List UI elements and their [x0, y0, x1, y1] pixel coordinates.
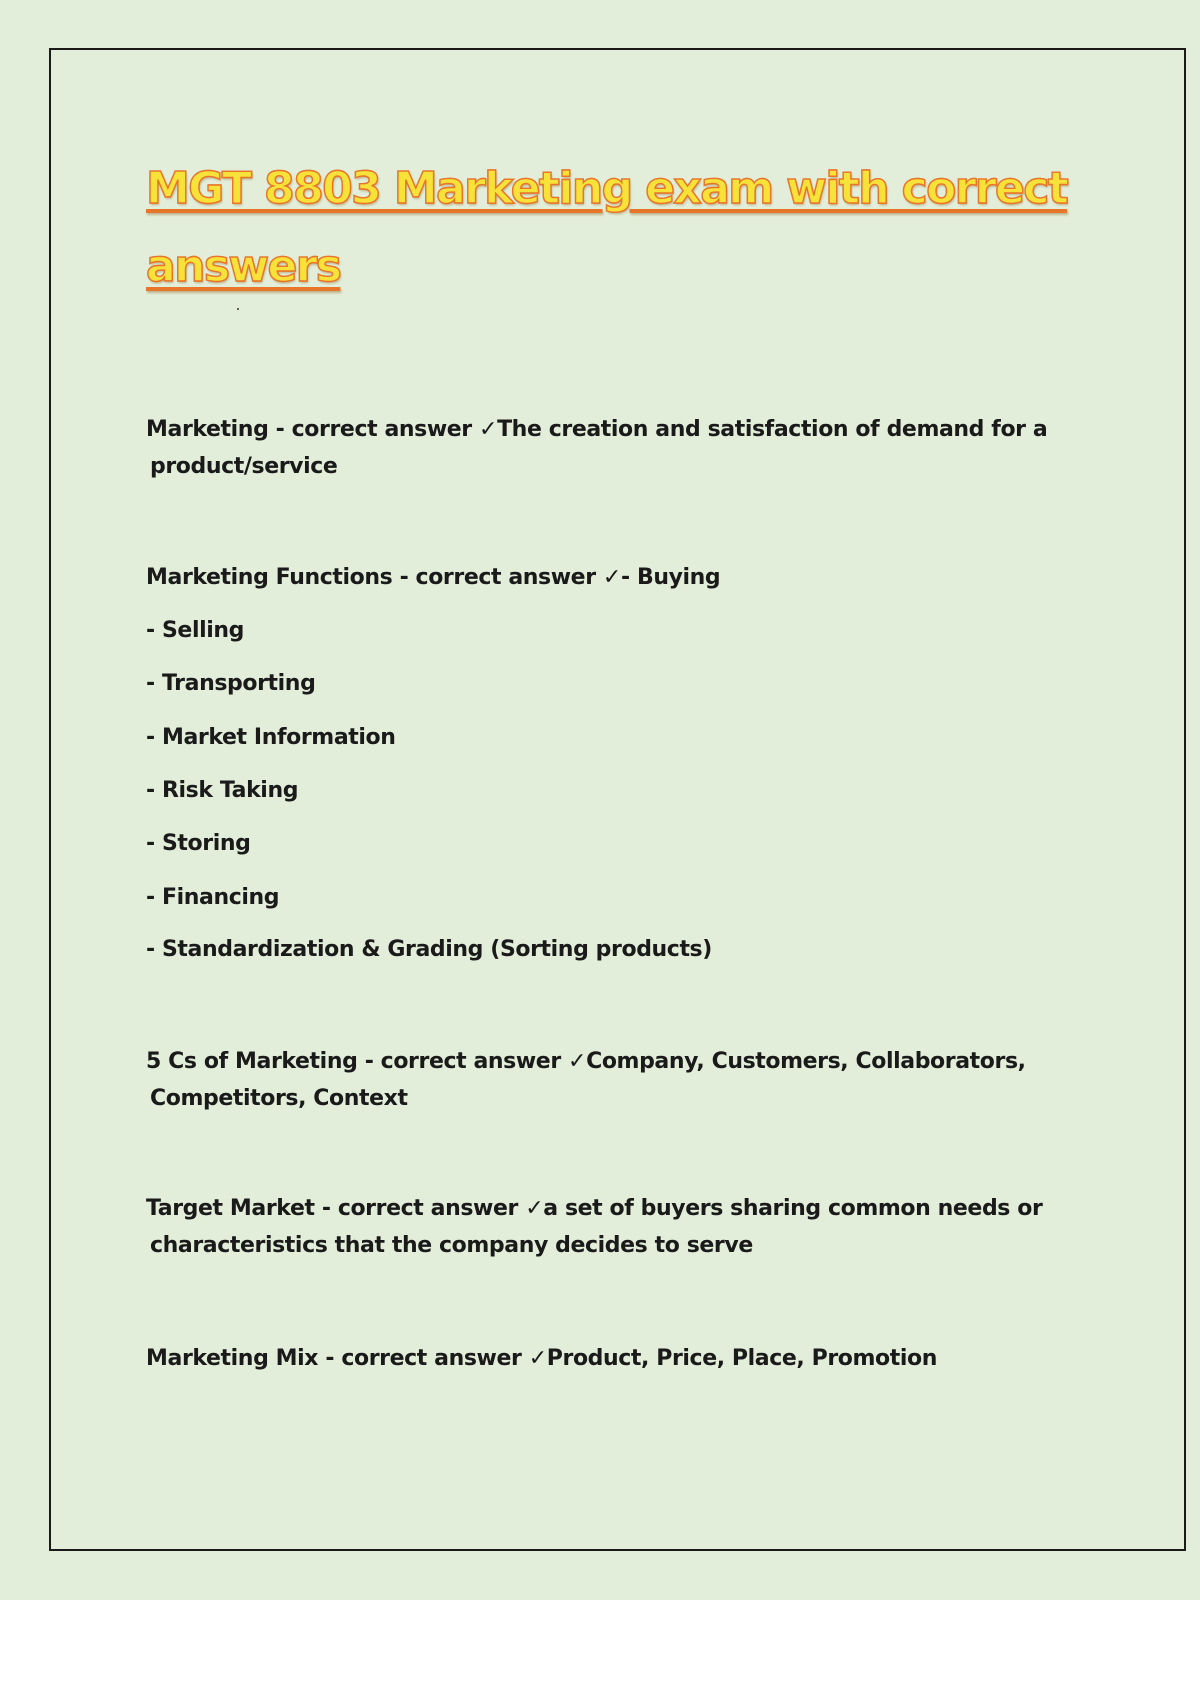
entry-term: Marketing Mix [146, 1346, 319, 1371]
document-title: MGT 8803 Marketing exam with correct answers [146, 163, 1068, 292]
entry-answer-continued: Competitors, Context [150, 1086, 408, 1111]
entry-answer: - Buying [620, 565, 721, 590]
qa-entry-5-cs [146, 1043, 1066, 1117]
entry-answer: The creation and satisfaction of demand for a [497, 417, 1048, 442]
entry-answer: Company, Customers, Collaborators, [586, 1049, 1026, 1074]
entry-term: Marketing Functions [146, 565, 393, 590]
entry-answer: a set of buyers sharing common needs or [543, 1196, 1043, 1221]
qa-entry-marketing-functions [146, 559, 1066, 596]
entry-answer: Product, Price, Place, Promotion [546, 1346, 937, 1371]
checkmark-icon: ✓ [525, 1196, 544, 1221]
entry-term: Marketing [146, 417, 269, 442]
qa-entry-marketing-mix [146, 1340, 1066, 1377]
list-item: - Standardization & Grading (Sorting products) [146, 937, 712, 962]
checkmark-icon: ✓ [479, 417, 498, 442]
list-item: - Transporting [146, 671, 316, 696]
entry-separator: - correct answer [318, 1346, 529, 1371]
entry-separator: - correct answer [268, 417, 480, 442]
list-item: - Storing [146, 831, 251, 856]
entry-separator: - correct answer [392, 565, 603, 590]
stray-dot [237, 308, 239, 310]
entry-separator: - correct answer [357, 1049, 569, 1074]
list-item: - Selling [146, 618, 244, 643]
qa-entry-target-market [146, 1190, 1066, 1264]
list-item: - Risk Taking [146, 778, 299, 803]
list-item: - Market Information [146, 725, 396, 750]
entry-term: 5 Cs of Marketing [146, 1049, 358, 1074]
checkmark-icon: ✓ [528, 1346, 547, 1371]
checkmark-icon: ✓ [568, 1049, 587, 1074]
entry-term: Target Market [146, 1196, 315, 1221]
entry-separator: - correct answer [314, 1196, 526, 1221]
list-item: - Financing [146, 885, 280, 910]
checkmark-icon: ✓ [602, 565, 621, 590]
entry-answer-continued: characteristics that the company decides to serve [150, 1233, 753, 1258]
qa-entry-marketing [146, 411, 1066, 485]
entry-answer-continued: product/service [150, 454, 338, 479]
